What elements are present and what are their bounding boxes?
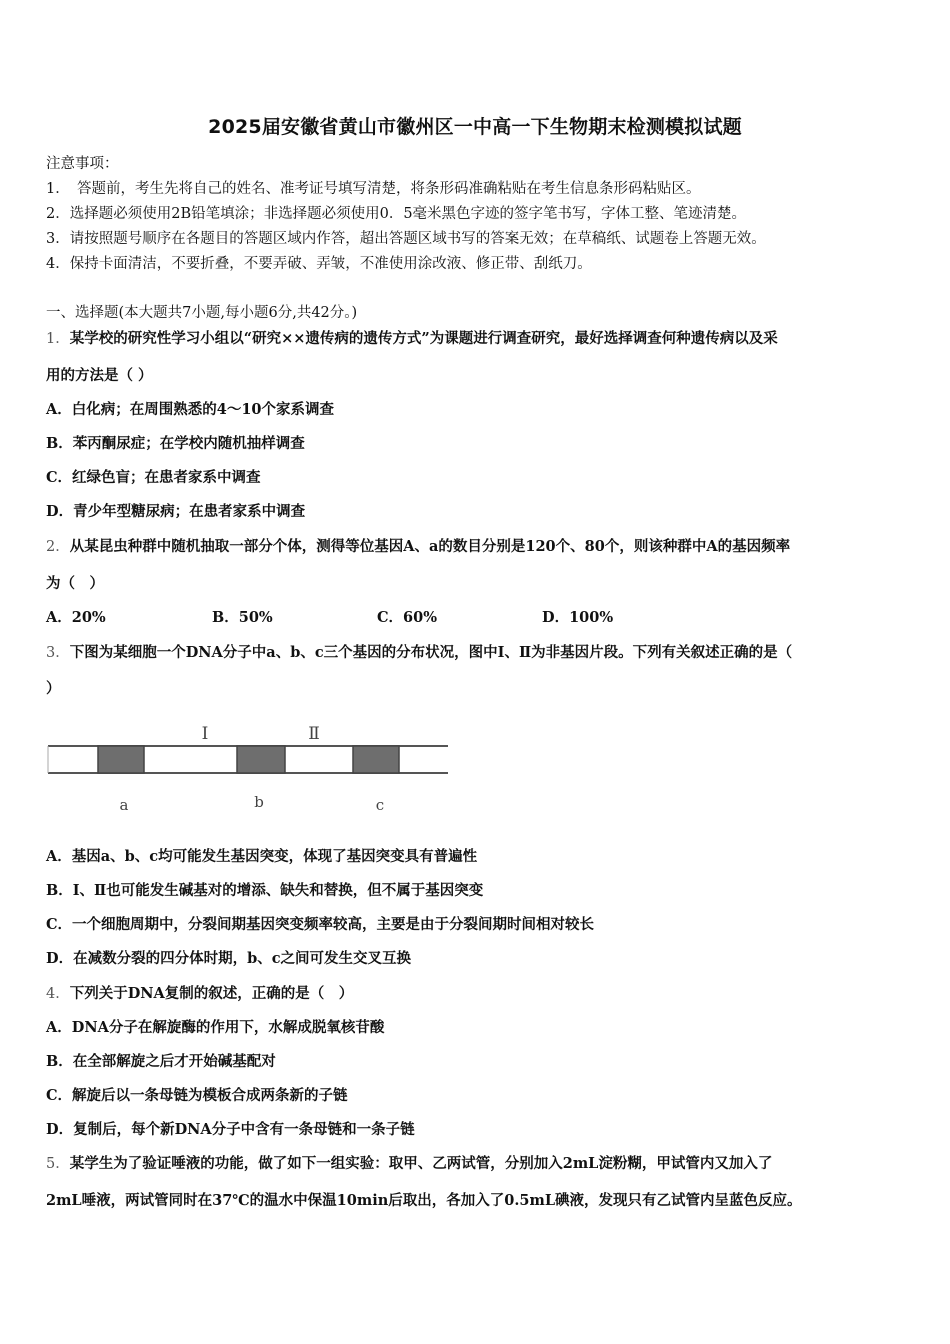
question-number: 3． [46,645,70,661]
gene-c-segment [353,746,399,773]
notice-item: 1． 答题前，考生先将自己的姓名、准考证号填写清楚，将条形码准确粘贴在考生信息条形码粘贴区。 [46,181,701,197]
dna-gene-diagram [46,712,456,822]
segment-label-ii: Ⅱ [308,724,320,744]
question-3-option-b: B．Ⅰ、Ⅱ也可能发生碱基对的增添、缺失和替换，但不属于基因突变 [46,882,484,899]
question-number: 1． [46,331,70,347]
notice-item: 2．选择题必须使用2B铅笔填涂；非选择题必须使用0．5毫米黑色字迹的签字笔书写，字体工整、笔迹清楚。 [46,206,747,222]
question-1-line2: 用的方法是（ ） [46,367,153,384]
question-4-line1: 4．下列关于DNA复制的叙述，正确的是（ ） [46,985,354,1002]
question-4-option-c: C．解旋后以一条母链为模板合成两条新的子链 [46,1087,348,1104]
question-1-option-d: D．青少年型糖尿病；在患者家系中调查 [46,503,306,520]
question-1-option-a: A．白化病；在周围熟悉的4～10个家系调查 [46,401,335,418]
question-1-option-b: B．苯丙酮尿症；在学校内随机抽样调查 [46,435,305,452]
question-number: 2． [46,539,70,555]
section-heading: 一、选择题(本大题共7小题,每小题6分,共42分。) [46,305,358,321]
page-title: 2025届安徽省黄山市徽州区一中高一下生物期末检测模拟试题 [208,116,742,138]
question-3-line1: 3．下图为某细胞一个DNA分子中a、b、c三个基因的分布状况，图中Ⅰ、Ⅱ为非基因片段。下列有关叙述正确的是（ [46,644,793,661]
question-2-line2: 为（ ） [46,575,104,592]
question-4-option-d: D．复制后，每个新DNA分子中含有一条母链和一条子链 [46,1121,415,1138]
question-2-option-c: C．60% [377,609,437,626]
segment-label-i: Ⅰ [201,724,209,744]
gene-b-segment [237,746,285,773]
question-3-line2: ） [46,680,61,697]
gene-label-a: a [119,796,129,814]
question-5-line1: 5．某学生为了验证唾液的功能，做了如下一组实验：取甲、乙两试管，分别加入2mL淀粉糊，甲试管内又加入了 [46,1155,773,1172]
question-2-line1: 2．从某昆虫种群中随机抽取一部分个体，测得等位基因A、a的数目分别是120个、80个，则该种群中A的基因频率 [46,538,791,555]
notice-heading: 注意事项： [46,156,119,172]
gene-label-c: c [375,796,385,814]
question-1-line1: 1．某学校的研究性学习小组以“研究××遗传病的遗传方式”为课题进行调查研究，最好选择调查何种遗传病以及采 [46,330,778,347]
question-4-option-a: A．DNA分子在解旋酶的作用下，水解成脱氧核苷酸 [46,1019,385,1036]
question-4-option-b: B．在全部解旋之后才开始碱基配对 [46,1053,276,1070]
question-2-option-d: D．100% [542,609,614,626]
question-2-option-a: A．20% [46,609,106,626]
question-number: 5． [46,1156,70,1172]
gene-a-segment [98,746,144,773]
question-3-option-d: D．在减数分裂的四分体时期，b、c之间可发生交叉互换 [46,950,412,967]
question-5-line2: 2mL唾液，两试管同时在37℃的温水中保温10min后取出，各加入了0.5mL碘液，发现只有乙试管内呈蓝色反应。 [46,1192,802,1209]
notice-item: 3．请按照题号顺序在各题目的答题区域内作答，超出答题区域书写的答案无效；在草稿纸、试题卷上答题无效。 [46,231,766,247]
question-number: 4． [46,986,70,1002]
gene-label-b: b [254,793,264,811]
question-2-option-b: B．50% [212,609,273,626]
question-3-option-a: A．基因a、b、c均可能发生基因突变，体现了基因突变具有普遍性 [46,848,478,865]
notice-item: 4．保持卡面清洁，不要折叠，不要弄破、弄皱，不准使用涂改液、修正带、刮纸刀。 [46,256,592,272]
question-3-option-c: C．一个细胞周期中，分裂间期基因突变频率较高，主要是由于分裂间期时间相对较长 [46,916,595,933]
question-1-option-c: C．红绿色盲；在患者家系中调查 [46,469,261,486]
